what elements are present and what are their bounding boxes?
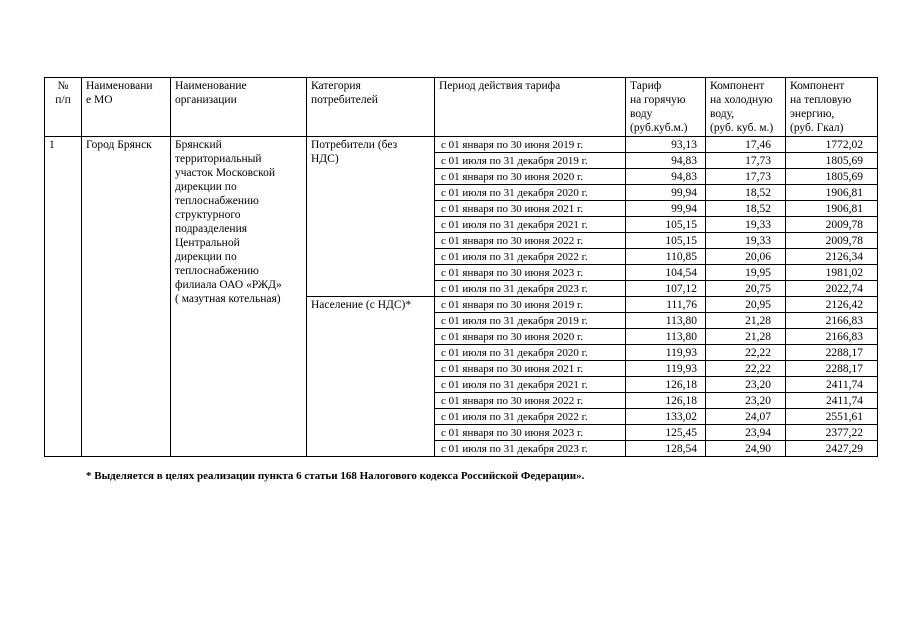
heat-component: 2166,83 — [786, 329, 878, 345]
table-row — [45, 137, 878, 153]
hot-water-tariff: 99,94 — [626, 201, 706, 217]
hot-water-tariff: 99,94 — [626, 185, 706, 201]
cold-water-component: 19,33 — [706, 217, 786, 233]
header-cold-water-component: Компонент на холодную воду, (руб. куб. м.) — [706, 78, 786, 137]
tariff-period: с 01 июля по 31 декабря 2023 г. — [435, 281, 626, 297]
cold-water-component: 18,52 — [706, 185, 786, 201]
heat-component: 2022,74 — [786, 281, 878, 297]
heat-component: 1906,81 — [786, 201, 878, 217]
municipality-name: Город Брянск — [82, 137, 171, 457]
tariff-period: с 01 января по 30 июня 2023 г. — [435, 425, 626, 441]
header-organization: Наименование организации — [171, 78, 307, 137]
cold-water-component: 18,52 — [706, 201, 786, 217]
hot-water-tariff: 126,18 — [626, 393, 706, 409]
tariff-period: с 01 января по 30 июня 2022 г. — [435, 233, 626, 249]
tariff-period: с 01 января по 30 июня 2021 г. — [435, 361, 626, 377]
tariff-period: с 01 января по 30 июня 2022 г. — [435, 393, 626, 409]
cold-water-component: 24,07 — [706, 409, 786, 425]
hot-water-tariff: 119,93 — [626, 361, 706, 377]
header-mo: Наименовани е МО — [82, 78, 171, 137]
cold-water-component: 17,73 — [706, 169, 786, 185]
header-row — [45, 78, 878, 137]
consumer-category: Население (с НДС)* — [307, 297, 435, 457]
header-category: Категория потребителей — [307, 78, 435, 137]
hot-water-tariff: 113,80 — [626, 313, 706, 329]
heat-component: 1906,81 — [786, 185, 878, 201]
tariff-period: с 01 января по 30 июня 2020 г. — [435, 329, 626, 345]
cold-water-component: 21,28 — [706, 329, 786, 345]
hot-water-tariff: 113,80 — [626, 329, 706, 345]
cold-water-component: 22,22 — [706, 361, 786, 377]
header-number: № п/п — [45, 78, 82, 137]
hot-water-tariff: 125,45 — [626, 425, 706, 441]
hot-water-tariff: 104,54 — [626, 265, 706, 281]
hot-water-tariff: 119,93 — [626, 345, 706, 361]
tariff-period: с 01 июля по 31 декабря 2022 г. — [435, 249, 626, 265]
tariff-period: с 01 июля по 31 декабря 2022 г. — [435, 409, 626, 425]
hot-water-tariff: 94,83 — [626, 169, 706, 185]
tariff-period: с 01 июля по 31 декабря 2020 г. — [435, 345, 626, 361]
cold-water-component: 23,20 — [706, 377, 786, 393]
heat-component: 2009,78 — [786, 217, 878, 233]
cold-water-component: 24,90 — [706, 441, 786, 457]
cold-water-component: 22,22 — [706, 345, 786, 361]
tariff-period: с 01 июля по 31 декабря 2023 г. — [435, 441, 626, 457]
heat-component: 2288,17 — [786, 345, 878, 361]
cold-water-component: 17,46 — [706, 137, 786, 153]
header-hot-water-tariff: Тариф на горячую воду (руб.куб.м.) — [626, 78, 706, 137]
row-number: 1 — [45, 137, 82, 457]
cold-water-component: 20,75 — [706, 281, 786, 297]
heat-component: 2377,22 — [786, 425, 878, 441]
heat-component: 1805,69 — [786, 169, 878, 185]
heat-component: 2551,61 — [786, 409, 878, 425]
tariff-period: с 01 января по 30 июня 2021 г. — [435, 201, 626, 217]
heat-component: 2427,29 — [786, 441, 878, 457]
heat-component: 2126,42 — [786, 297, 878, 313]
cold-water-component: 23,94 — [706, 425, 786, 441]
footnote: * Выделяется в целях реализации пункта 6 статьи 168 Налогового кодекса Российской Федерации». — [86, 470, 585, 482]
hot-water-tariff: 93,13 — [626, 137, 706, 153]
tariff-period: с 01 января по 30 июня 2020 г. — [435, 169, 626, 185]
heat-component: 1772,02 — [786, 137, 878, 153]
heat-component: 2411,74 — [786, 377, 878, 393]
heat-component: 2166,83 — [786, 313, 878, 329]
hot-water-tariff: 105,15 — [626, 217, 706, 233]
heat-component: 1805,69 — [786, 153, 878, 169]
tariff-period: с 01 июля по 31 декабря 2021 г. — [435, 217, 626, 233]
cold-water-component: 23,20 — [706, 393, 786, 409]
heat-component: 2288,17 — [786, 361, 878, 377]
tariff-period: с 01 июля по 31 декабря 2019 г. — [435, 313, 626, 329]
hot-water-tariff: 110,85 — [626, 249, 706, 265]
tariff-period: с 01 июля по 31 декабря 2019 г. — [435, 153, 626, 169]
cold-water-component: 17,73 — [706, 153, 786, 169]
cold-water-component: 19,33 — [706, 233, 786, 249]
hot-water-tariff: 107,12 — [626, 281, 706, 297]
heat-component: 2009,78 — [786, 233, 878, 249]
header-heat-component: Компонент на тепловую энергию, (руб. Гкал) — [786, 78, 878, 137]
hot-water-tariff: 126,18 — [626, 377, 706, 393]
cold-water-component: 20,95 — [706, 297, 786, 313]
hot-water-tariff: 94,83 — [626, 153, 706, 169]
cold-water-component: 20,06 — [706, 249, 786, 265]
hot-water-tariff: 128,54 — [626, 441, 706, 457]
tariff-period: с 01 января по 30 июня 2019 г. — [435, 137, 626, 153]
organization-name: Брянский территориальный участок Московской дирекции по теплоснабжению структурного подразделения Центральной дирекции по теплоснабжению филиала ОАО «РЖД» ( мазутная котельная) — [171, 137, 307, 457]
heat-component: 2126,34 — [786, 249, 878, 265]
cold-water-component: 21,28 — [706, 313, 786, 329]
hot-water-tariff: 111,76 — [626, 297, 706, 313]
cold-water-component: 19,95 — [706, 265, 786, 281]
header-period: Период действия тарифа — [435, 78, 626, 137]
tariff-period: с 01 июля по 31 декабря 2021 г. — [435, 377, 626, 393]
consumer-category: Потребители (без НДС) — [307, 137, 435, 297]
tariff-table — [44, 77, 878, 457]
heat-component: 1981,02 — [786, 265, 878, 281]
tariff-period: с 01 июля по 31 декабря 2020 г. — [435, 185, 626, 201]
hot-water-tariff: 133,02 — [626, 409, 706, 425]
heat-component: 2411,74 — [786, 393, 878, 409]
tariff-period: с 01 января по 30 июня 2019 г. — [435, 297, 626, 313]
hot-water-tariff: 105,15 — [626, 233, 706, 249]
tariff-period: с 01 января по 30 июня 2023 г. — [435, 265, 626, 281]
